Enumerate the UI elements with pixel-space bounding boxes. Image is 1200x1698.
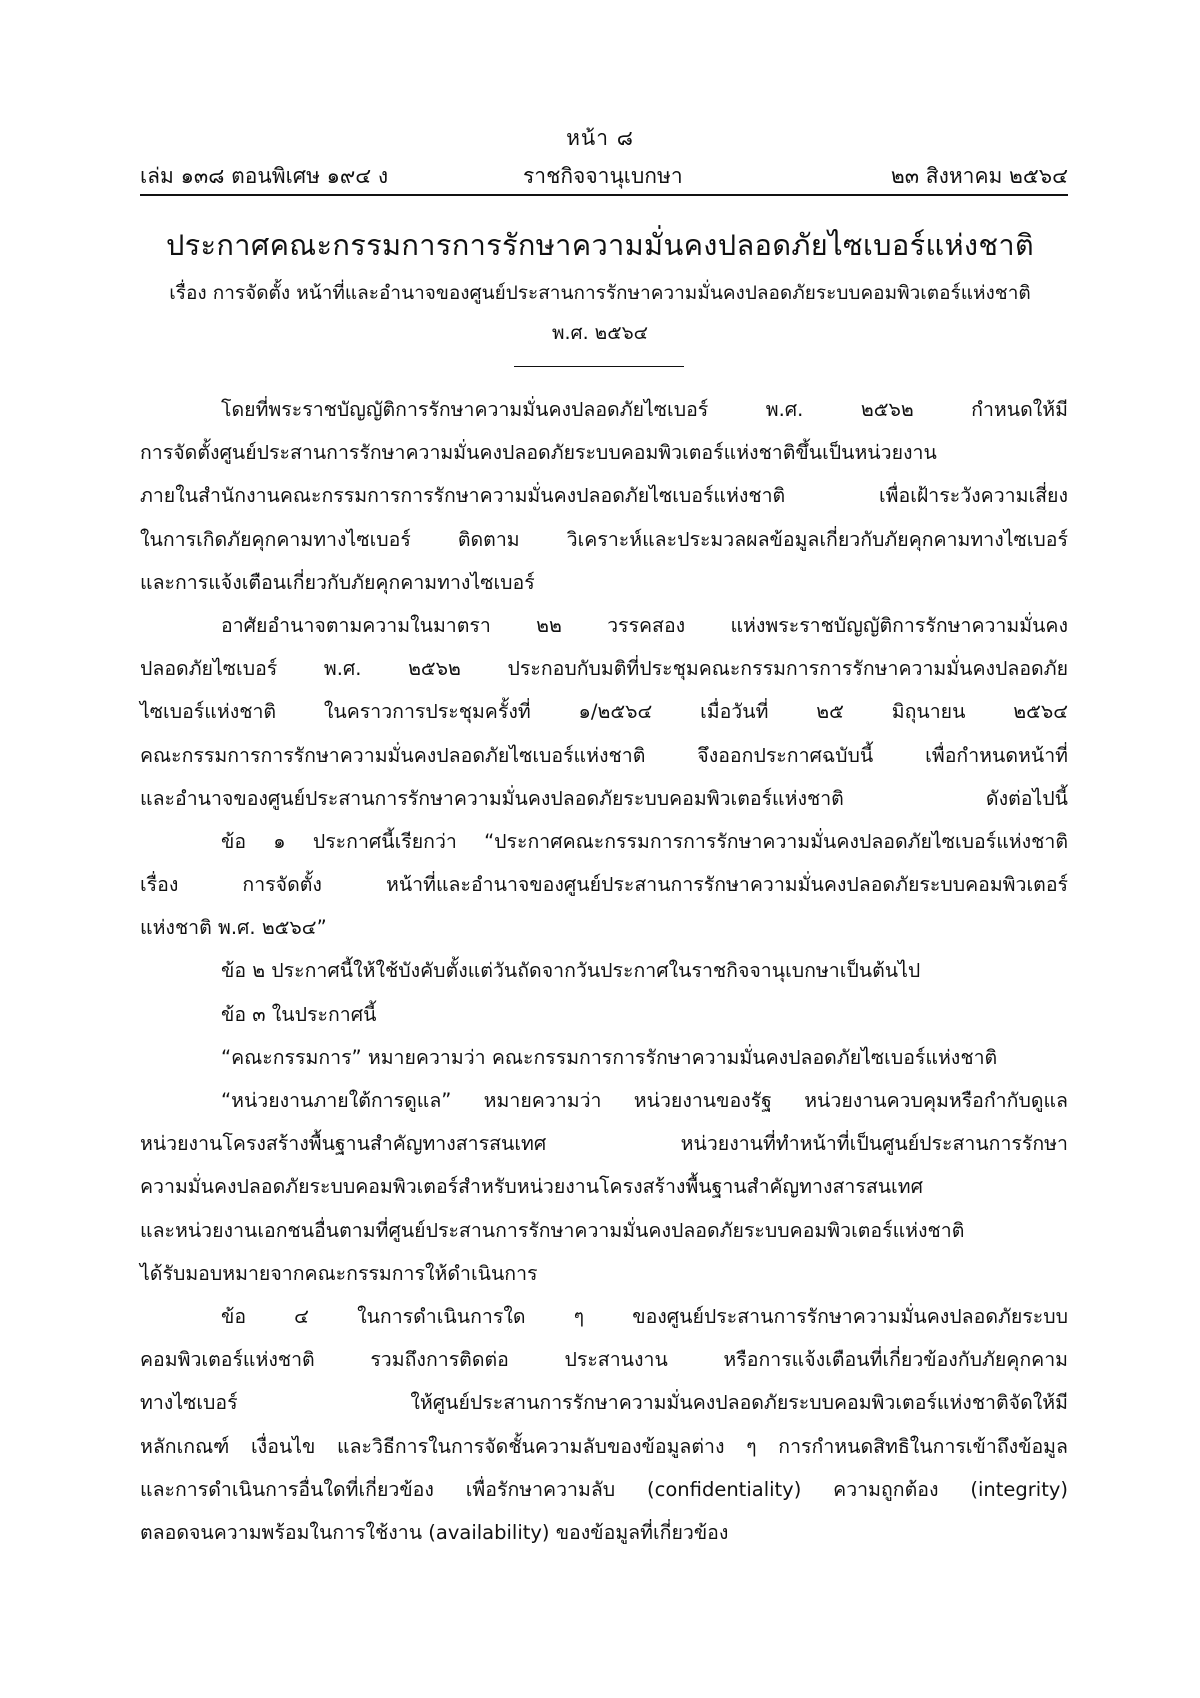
body-line: ได้รับมอบหมายจากคณะกรรมการให้ดำเนินการ xyxy=(140,1261,538,1285)
body-line: และหน่วยงานเอกชนอื่นตามที่ศูนย์ประสานการรักษาความมั่นคงปลอดภัยระบบคอมพิวเตอร์แห่งชาติ xyxy=(140,1218,965,1242)
body-line: คอมพิวเตอร์แห่งชาติ รวมถึงการติดต่อ ประสานงาน หรือการแจ้งเตือนที่เกี่ยวข้องกับภัยคุกคาม xyxy=(140,1348,1068,1372)
document-subject: เรื่อง การจัดตั้ง หน้าที่และอำนาจของศูนย์ประสานการรักษาความมั่นคงปลอดภัยระบบคอมพิวเตอร์แห่งชาติ xyxy=(169,282,1031,304)
body-line: ภายในสำนักงานคณะกรรมการการรักษาความมั่นคงปลอดภัยไซเบอร์แห่งชาติ เพื่อเฝ้าระวังความเสี่ยง xyxy=(140,484,1068,508)
definition-committee: “คณะกรรมการ” หมายความว่า คณะกรรมการการรักษาความมั่นคงปลอดภัยไซเบอร์แห่งชาติ xyxy=(221,1045,998,1069)
body-line: การจัดตั้งศูนย์ประสานการรักษาความมั่นคงปลอดภัยระบบคอมพิวเตอร์แห่งชาติขึ้นเป็นหน่วยงาน xyxy=(140,441,937,465)
body-line: และอำนาจของศูนย์ประสานการรักษาความมั่นคงปลอดภัยระบบคอมพิวเตอร์แห่งชาติ ดังต่อไปนี้ xyxy=(140,786,1068,810)
body-line: อาศัยอำนาจตามความในมาตรา ๒๒ วรรคสอง แห่งพระราชบัญญัติการรักษาความมั่นคง xyxy=(221,613,1068,637)
body-line: และการดำเนินการอื่นใดที่เกี่ยวข้อง เพื่อรักษาความลับ (confidentiality) ความถูกต้อง (integrity) xyxy=(140,1477,1068,1501)
gazette-header xyxy=(140,160,1068,192)
clause-3-line: ข้อ ๓ ในประกาศนี้ xyxy=(221,1002,377,1026)
header-divider xyxy=(140,194,1068,196)
volume-issue: เล่ม ๑๓๘ ตอนพิเศษ ๑๙๔ ง xyxy=(140,164,389,188)
body-line: ทางไซเบอร์ ให้ศูนย์ประสานการรักษาความมั่นคงปลอดภัยระบบคอมพิวเตอร์แห่งชาติจัดให้มี xyxy=(140,1391,1068,1415)
body-line: ปลอดภัยไซเบอร์ พ.ศ. ๒๕๖๒ ประกอบกับมติที่ประชุมคณะกรรมการการรักษาความมั่นคงปลอดภัย xyxy=(140,657,1068,681)
definition-supervised-agency: “หน่วยงานภายใต้การดูแล” หมายความว่า หน่วยงานของรัฐ หน่วยงานควบคุมหรือกำกับดูแล xyxy=(221,1089,1068,1112)
body-line: ไซเบอร์แห่งชาติ ในคราวการประชุมครั้งที่ ๑/๒๕๖๔ เมื่อวันที่ ๒๕ มิถุนายน ๒๕๖๔ xyxy=(140,700,1068,724)
clause-1-line: ข้อ ๑ ประกาศนี้เรียกว่า “ประกาศคณะกรรมการการรักษาความมั่นคงปลอดภัยไซเบอร์แห่งชาติ xyxy=(221,829,1068,853)
body-line: ตลอดจนความพร้อมในการใช้งาน (availability) ของข้อมูลที่เกี่ยวข้อง xyxy=(140,1520,729,1544)
document-body xyxy=(140,388,1068,1554)
clause-4-line: ข้อ ๔ ในการดำเนินการใด ๆ ของศูนย์ประสานการรักษาความมั่นคงปลอดภัยระบบ xyxy=(221,1304,1068,1328)
body-line: ในการเกิดภัยคุกคามทางไซเบอร์ ติดตาม วิเคราะห์และประมวลผลข้อมูลเกี่ยวกับภัยคุกคามทางไซเบอร์ xyxy=(140,527,1068,551)
title-divider xyxy=(514,366,684,367)
publication-date: ๒๓ สิงหาคม ๒๕๖๔ xyxy=(890,164,1068,188)
document-year: พ.ศ. ๒๕๖๔ xyxy=(551,322,649,344)
page-number: หน้า ๘ xyxy=(566,126,634,150)
clause-2-line: ข้อ ๒ ประกาศนี้ให้ใช้บังคับตั้งแต่วันถัดจากวันประกาศในราชกิจจานุเบกษาเป็นต้นไป xyxy=(221,959,921,983)
body-line: แห่งชาติ พ.ศ. ๒๕๖๔” xyxy=(140,916,327,940)
document-title: ประกาศคณะกรรมการการรักษาความมั่นคงปลอดภัยไซเบอร์แห่งชาติ xyxy=(165,228,1035,262)
body-line: และการแจ้งเตือนเกี่ยวกับภัยคุกคามทางไซเบอร์ xyxy=(140,570,535,594)
gazette-name: ราชกิจจานุเบกษา xyxy=(523,164,683,188)
body-line: คณะกรรมการการรักษาความมั่นคงปลอดภัยไซเบอร์แห่งชาติ จึงออกประกาศฉบับนี้ เพื่อกำหนดหน้าที่ xyxy=(140,743,1068,767)
body-line: หลักเกณฑ์ เงื่อนไข และวิธีการในการจัดชั้นความลับของข้อมูลต่าง ๆ การกำหนดสิทธิในการเข้าถึงข้อมูล xyxy=(140,1434,1068,1458)
body-line: เรื่อง การจัดตั้ง หน้าที่และอำนาจของศูนย์ประสานการรักษาความมั่นคงปลอดภัยระบบคอมพิวเตอร์ xyxy=(140,873,1068,897)
body-line: ความมั่นคงปลอดภัยระบบคอมพิวเตอร์สำหรับหน่วยงานโครงสร้างพื้นฐานสำคัญทางสารสนเทศ xyxy=(140,1175,923,1199)
body-line: โดยที่พระราชบัญญัติการรักษาความมั่นคงปลอดภัยไซเบอร์ พ.ศ. ๒๕๖๒ กำหนดให้มี xyxy=(221,398,1068,421)
body-line: หน่วยงานโครงสร้างพื้นฐานสำคัญทางสารสนเทศ หน่วยงานที่ทำหน้าที่เป็นศูนย์ประสานการรักษา xyxy=(140,1132,1068,1156)
